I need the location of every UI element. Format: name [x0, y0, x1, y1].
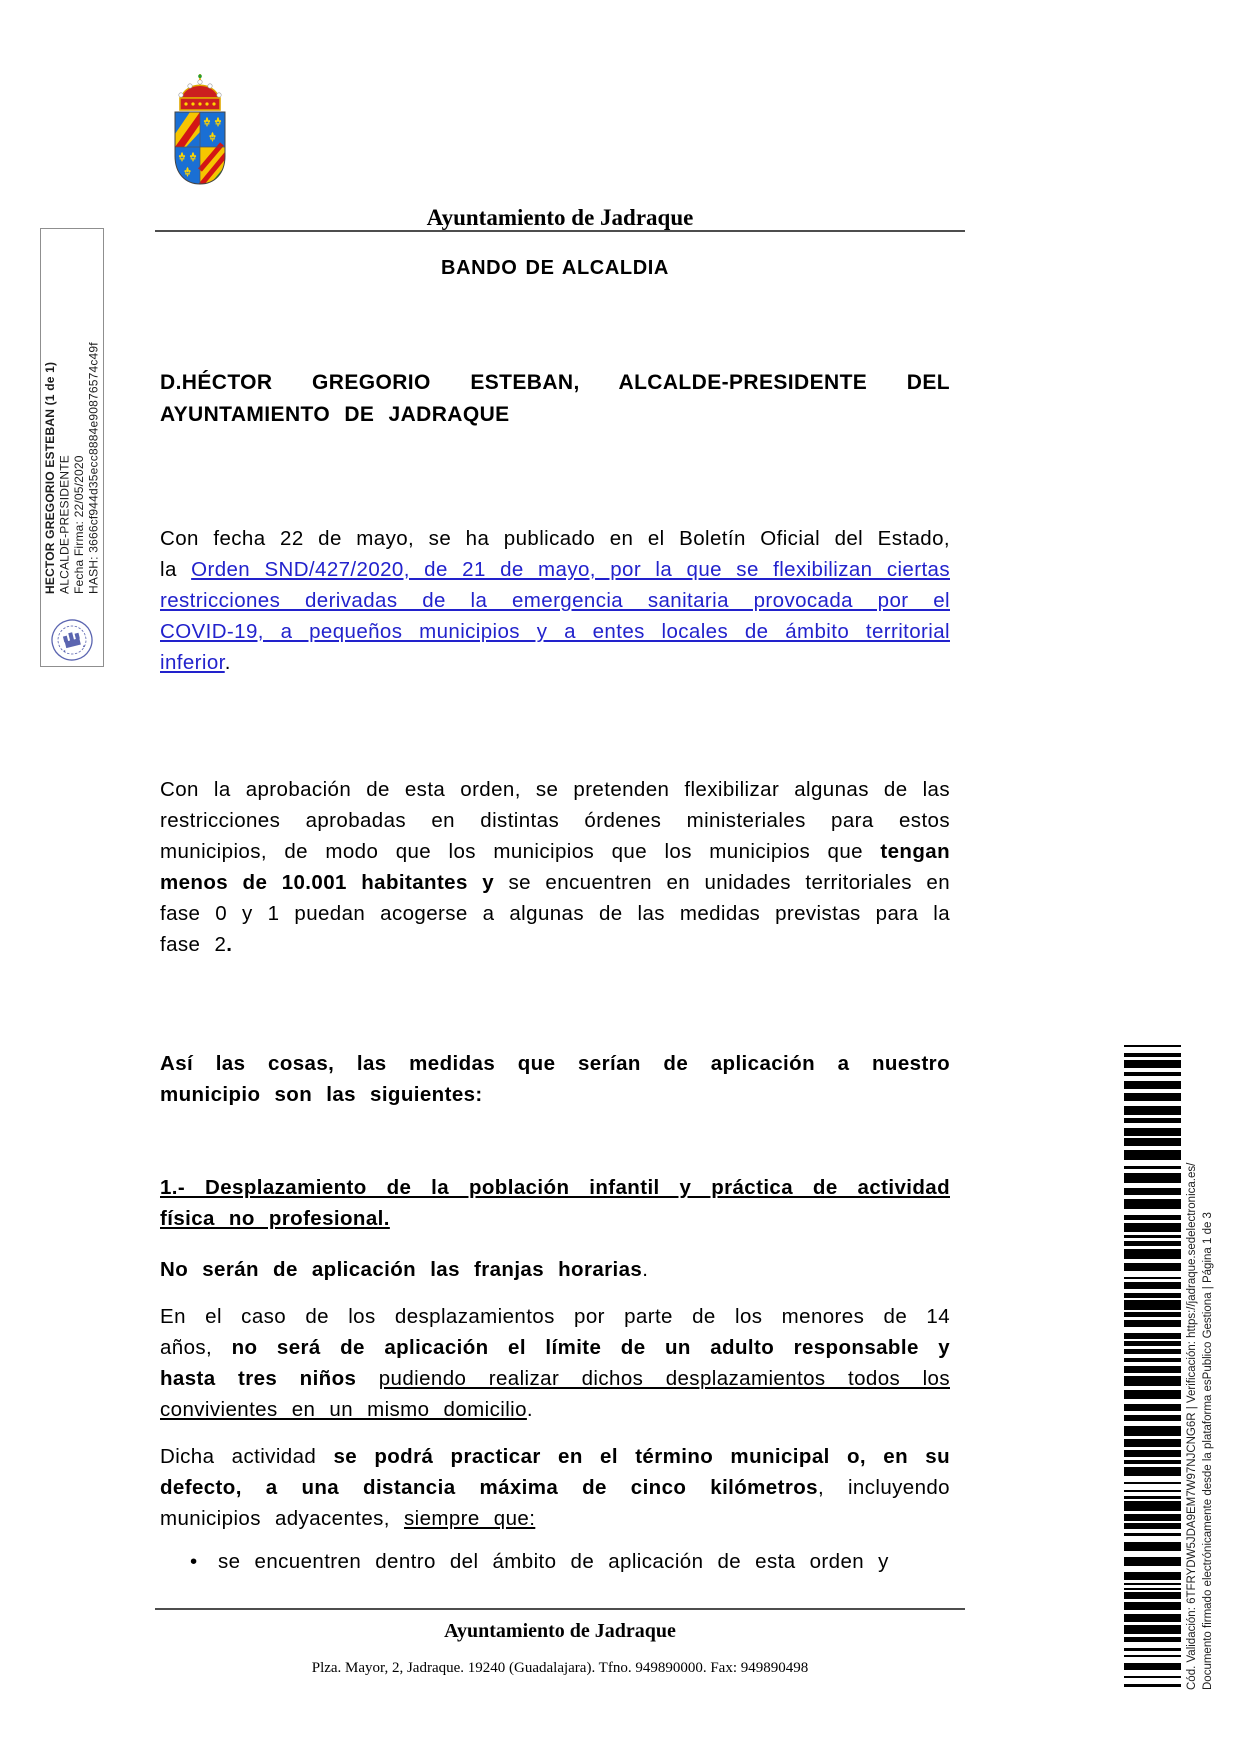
publication-text-end: .: [224, 651, 231, 674]
barcode-bar: [1124, 1173, 1181, 1183]
barcode-bar: [1124, 1300, 1181, 1310]
actividad-bold: se podrá practicar en el término municipal o, en su defecto, a una distancia máxima de cinco kilómetros: [160, 1445, 950, 1499]
barcode-bar: [1124, 1118, 1181, 1123]
barcode-bar: [1124, 1358, 1181, 1362]
menores-end: .: [526, 1398, 534, 1421]
header-org-name: Ayuntamiento de Jadraque: [426, 205, 694, 231]
barcode-bar: [1124, 1320, 1181, 1327]
barcode-bar: [1124, 1199, 1181, 1209]
barcode-bar: [1124, 1277, 1181, 1279]
barcode-bar: [1124, 1676, 1181, 1678]
barcode-bar: [1124, 1496, 1181, 1499]
franjas-bold: No serán de aplicación las franjas horarias: [160, 1258, 643, 1281]
footer-address: Plza. Mayor, 2, Jadraque. 19240 (Guadalajara). Tfno. 949890000. Fax: 949890498: [311, 1660, 809, 1676]
barcode-bar: [1124, 1523, 1181, 1529]
barcode-bar: [1124, 1341, 1181, 1346]
barcode-bar: [1124, 1514, 1181, 1521]
menores-start: En el caso de los desplazamientos por parte de los menores de 14 años,: [160, 1305, 950, 1359]
barcode-bar: [1124, 1249, 1181, 1259]
footer-divider: [155, 1608, 965, 1610]
barcode-bar: [1124, 1557, 1181, 1566]
barcode-bar: [1124, 1349, 1181, 1354]
barcode-bar: [1124, 1282, 1181, 1289]
salutation-line2: AYUNTAMIENTO DE JADRAQUE: [160, 403, 510, 426]
barcode-bar: [1124, 1588, 1181, 1590]
paragraph-franjas: [160, 1254, 950, 1285]
barcode-bar: [1124, 1390, 1181, 1399]
barcode-bar: [1124, 1166, 1181, 1169]
barcode-bar: [1124, 1138, 1181, 1146]
actividad-underline: siempre que:: [403, 1507, 536, 1530]
barcode-bar: [1124, 1614, 1181, 1622]
barcode-bar: [1124, 1081, 1181, 1089]
signature-date: Fecha Firma: 22/05/2020: [72, 455, 86, 594]
barcode-bar: [1124, 1128, 1181, 1136]
signature-metadata: [43, 318, 101, 594]
paragraph-menores: [160, 1301, 950, 1425]
barcode-bar: [1124, 1060, 1181, 1068]
actividad-mid: , incluyendo municipios adyacentes,: [160, 1476, 950, 1530]
aprobacion-bold: tengan menos de 10.001 habitantes y: [160, 840, 950, 894]
barcode-bar: [1124, 1684, 1181, 1687]
barcode-bar: [1124, 1188, 1181, 1195]
barcode-bar: [1124, 1655, 1181, 1657]
header-divider: [155, 230, 965, 232]
paragraph-medidas-intro: Así las cosas, las medidas que serían de aplicación a nuestro municipio son las siguientes:: [160, 1052, 950, 1106]
barcode-bar: [1124, 1583, 1181, 1585]
barcode-bar: [1124, 1263, 1181, 1271]
barcode-bar: [1124, 1053, 1181, 1057]
barcode-bar: [1124, 1366, 1181, 1373]
paragraph-aprobacion: [160, 774, 950, 960]
section-1-title: 1.- Desplazamiento de la población infantil y práctica de actividad física no profesional.: [160, 1176, 950, 1230]
barcode-bar: [1124, 1592, 1181, 1599]
document-title: BANDO DE ALCALDIA: [441, 257, 669, 279]
paragraph-actividad: [160, 1441, 950, 1534]
menores-bold: no será de aplicación el límite de un adulto responsable y hasta tres niños: [160, 1336, 951, 1390]
barcode-bar: [1124, 1241, 1181, 1246]
barcode-bar: [1124, 1045, 1181, 1047]
signer-name: HECTOR GREGORIO ESTEBAN (1 de 1): [43, 361, 57, 594]
aprobacion-mid: se encuentren en unidades territoriales en fase 0 y 1 puedan acogerse a algunas de las medidas previstas para la fase 2: [160, 871, 951, 956]
paragraph-publication: [160, 523, 950, 678]
publication-text-start: Con fecha 22 de mayo, se ha publicado en el Boletín Oficial del Estado, la: [160, 527, 950, 581]
barcode-bar: [1124, 1602, 1181, 1610]
barcode-bar: [1124, 1482, 1181, 1484]
menores-underline: pudiendo realizar dichos desplazamientos todos los convivientes en un mismo domicilio: [160, 1367, 950, 1421]
barcode: [1124, 1045, 1181, 1691]
barcode-bar: [1124, 1533, 1181, 1536]
footer-org-name: Ayuntamiento de Jadraque: [444, 1620, 676, 1642]
barcode-bar: [1124, 1542, 1181, 1551]
barcode-bar: [1124, 1648, 1181, 1651]
order-snd-427-2020-link[interactable]: Orden SND/427/2020, de 21 de mayo, por la que se flexibilizan ciertas restricciones derivadas de la emergencia sanitaria provocada por el COVID-19, a pequeños municipios y a entes locales de ámbito territorial inferior: [160, 558, 950, 674]
barcode-bar: [1124, 1637, 1181, 1642]
barcode-bar: [1124, 1460, 1181, 1464]
bullet-text: se encuentren dentro del ámbito de aplicación de esta orden y: [218, 1550, 889, 1573]
barcode-bar: [1124, 1293, 1181, 1298]
barcode-bar: [1124, 1663, 1181, 1670]
barcode-bar: [1124, 1439, 1181, 1447]
barcode-bar: [1124, 1333, 1181, 1339]
signature-sidebar: [40, 228, 104, 667]
barcode-bar: [1124, 1625, 1181, 1634]
validation-metadata: [1184, 1000, 1220, 1690]
barcode-bar: [1124, 1467, 1181, 1476]
official-stamp-icon: [50, 618, 94, 662]
aprobacion-start: Con la aprobación de esta orden, se pretenden flexibilizar algunas de las restricciones aprobadas en distintas órdenes ministeriales para estos municipios, de modo que los municipios que los municipios que: [160, 778, 950, 863]
barcode-bar: [1124, 1376, 1181, 1386]
barcode-bar: [1124, 1150, 1181, 1160]
salutation-line1: D.HÉCTOR GREGORIO ESTEBAN, ALCALDE-PRESIDENTE DEL: [160, 371, 950, 394]
coat-of-arms-icon: [170, 74, 230, 188]
franjas-end: .: [642, 1258, 649, 1281]
barcode-bar: [1124, 1450, 1181, 1457]
barcode-bar: [1124, 1501, 1181, 1511]
barcode-bar: [1124, 1415, 1181, 1421]
list-item: [160, 1546, 950, 1577]
validation-code-line: Cód. Validación: 6TFRYDW5JDA9EM7W97NJCNG6R | Verificación: https://jadraque.sedelectronica.es/: [1186, 1162, 1198, 1690]
barcode-bar: [1124, 1426, 1181, 1436]
bullet-icon: •: [190, 1550, 198, 1573]
document-body: [160, 255, 950, 1577]
barcode-bar: [1124, 1312, 1181, 1317]
barcode-bar: [1124, 1404, 1181, 1411]
barcode-bar: [1124, 1490, 1181, 1492]
signature-hash: HASH: 3666cf944d35ecc8884e90876574c49f: [86, 342, 101, 594]
barcode-bar: [1124, 1093, 1181, 1101]
barcode-bar: [1124, 1223, 1181, 1232]
barcode-bar: [1124, 1572, 1181, 1580]
salutation: [160, 367, 950, 431]
validation-platform-line: Documento firmado electrónicamente desde la plataforma esPublico Gestiona | Página 1 de 3: [1202, 1212, 1214, 1690]
actividad-start: Dicha actividad: [160, 1445, 334, 1468]
barcode-bar: [1124, 1235, 1181, 1238]
barcode-bar: [1124, 1072, 1181, 1076]
barcode-bar: [1124, 1215, 1181, 1220]
barcode-bar: [1124, 1106, 1181, 1115]
signer-role: ALCALDE-PRESIDENTE: [57, 455, 72, 594]
aprobacion-end: .: [226, 933, 233, 956]
